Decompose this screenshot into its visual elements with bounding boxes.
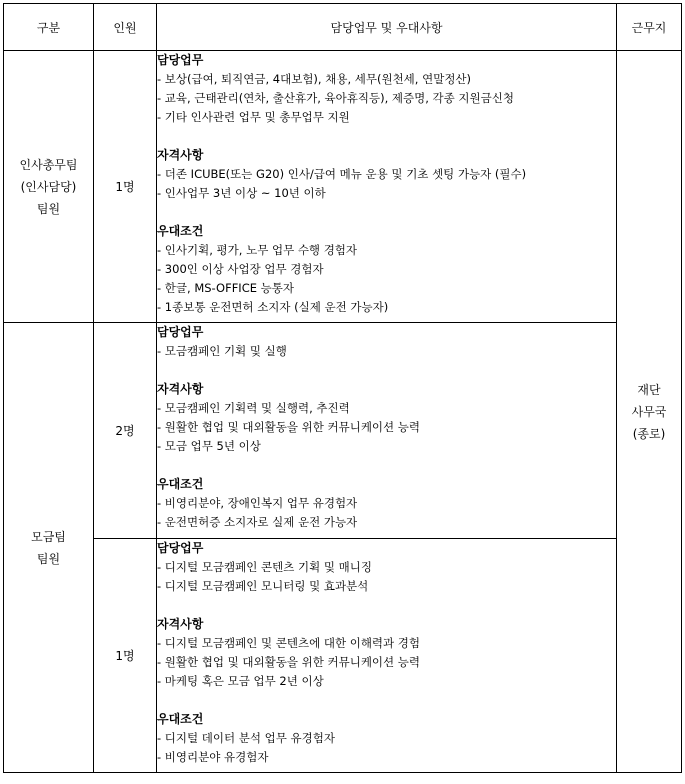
headcount-cell: 1명 — [94, 51, 157, 323]
list-item: - 인사업무 3년 이상 ~ 10년 이하 — [157, 186, 326, 200]
table-row — [4, 539, 682, 773]
list-item: - 운전면허증 소지자로 실제 운전 가능자 — [157, 515, 358, 529]
duties-cell — [157, 539, 617, 773]
list-item: - 비영리분야 유경험자 — [157, 750, 269, 764]
list-item: - 기타 인사관련 업무 및 총무업무 지원 — [157, 110, 350, 124]
team-role-detail: (인사담당) — [20, 179, 77, 194]
team-name: 인사총무팀 — [19, 157, 78, 172]
section-title-duties: 담당업무 — [157, 541, 204, 555]
list-item: - 디지털 모금캠페인 모니터링 및 효과분석 — [157, 579, 369, 593]
list-item: - 원활한 협업 및 대외활동을 위한 커뮤니케이션 능력 — [157, 655, 421, 669]
section-title-duties: 담당업무 — [157, 325, 204, 339]
section-title-preferred: 우대조건 — [157, 712, 204, 726]
team-position: 팀원 — [36, 201, 61, 216]
header-duties: 담당업무 및 우대사항 — [157, 4, 617, 51]
list-item: - 인사기획, 평가, 노무 업무 수행 경험자 — [157, 243, 358, 257]
section-title-qualifications: 자격사항 — [157, 148, 204, 162]
list-item: - 모금캠페인 기획력 및 실행력, 추진력 — [157, 401, 350, 415]
table-row — [4, 51, 682, 323]
team-cell — [4, 323, 94, 773]
team-name: 모금팀 — [31, 529, 66, 544]
section-title-duties: 담당업무 — [157, 53, 204, 67]
header-category: 구분 — [4, 4, 94, 51]
list-item: - 디지털 데이터 분석 업무 유경험자 — [157, 731, 335, 745]
list-item: - 마케팅 혹은 모금 업무 2년 이상 — [157, 674, 324, 688]
list-item: - 1종보통 운전면허 소지자 (실제 운전 가능자) — [157, 300, 389, 314]
list-item: - 교육, 근태관리(연차, 출산휴가, 육아휴직등), 제증명, 각종 지원금신청 — [157, 91, 514, 105]
duties-cell — [157, 323, 617, 539]
team-cell — [4, 51, 94, 323]
headcount-cell: 2명 — [94, 323, 157, 539]
list-item: - 원활한 협업 및 대외활동을 위한 커뮤니케이션 능력 — [157, 420, 421, 434]
header-row — [4, 4, 682, 51]
list-item: - 비영리분야, 장애인복지 업무 유경험자 — [157, 496, 358, 510]
headcount-cell: 1명 — [94, 539, 157, 773]
section-title-qualifications: 자격사항 — [157, 382, 204, 396]
table-row — [4, 323, 682, 539]
team-position: 팀원 — [36, 551, 61, 566]
header-headcount: 인원 — [94, 4, 157, 51]
section-title-qualifications: 자격사항 — [157, 617, 204, 631]
location-line: (종로) — [632, 426, 666, 441]
location-cell — [617, 51, 682, 773]
list-item: - 더존 ICUBE(또는 G20) 인사/급여 메뉴 운용 및 기초 셋팅 가능자 (필수) — [157, 167, 527, 181]
list-item: - 모금캠페인 기획 및 실행 — [157, 344, 287, 358]
job-posting-table — [3, 3, 682, 773]
section-title-preferred: 우대조건 — [157, 477, 204, 491]
duties-cell — [157, 51, 617, 323]
list-item: - 디지털 모금캠페인 콘텐츠 기획 및 매니징 — [157, 560, 372, 574]
location-line: 사무국 — [631, 404, 667, 419]
list-item: - 보상(급여, 퇴직연금, 4대보험), 채용, 세무(원천세, 연말정산) — [157, 72, 472, 86]
list-item: - 디지털 모금캠페인 및 콘텐츠에 대한 이해력과 경험 — [157, 636, 421, 650]
section-title-preferred: 우대조건 — [157, 224, 204, 238]
location-line: 재단 — [637, 382, 661, 397]
list-item: - 모금 업무 5년 이상 — [157, 439, 261, 453]
list-item: - 300인 이상 사업장 업무 경험자 — [157, 262, 324, 276]
list-item: - 한글, MS-OFFICE 능통자 — [157, 281, 294, 295]
header-location: 근무지 — [617, 4, 682, 51]
